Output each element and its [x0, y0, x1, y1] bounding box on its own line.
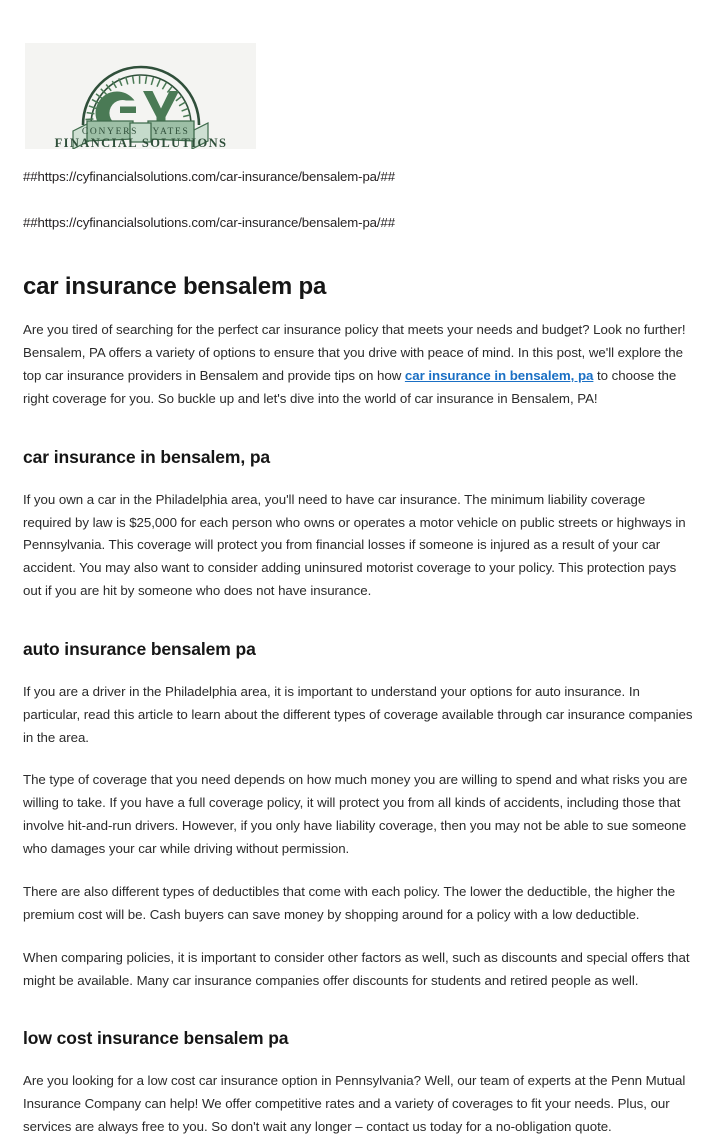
source-url-line-1: ##https://cyfinancialsolutions.com/car-insurance/bensalem-pa/##: [23, 169, 395, 184]
section-paragraph: If you own a car in the Philadelphia area, you'll need to have car insurance. The minimum liability coverage required by law is $25,000 for each person who owns or operates a motor vehicle on public streets or highways in Pennsylvania. This coverage will protect you from financial losses if someone is injured as a result of your car accident. You may also want to consider adding uninsured motorist coverage to your policy. This protection pays out if you are hit by someone who does not have insurance.: [23, 491, 686, 599]
section-paragraph: The type of coverage that you need depends on how much money you are willing to spend and what risks you are willing to take. If you have a full coverage policy, it will protect you from all kinds of accidents, including those that involve hit-and-run drivers. However, if you only have liability coverage, then you may not be able to sue someone who damages your car while driving without permission.: [23, 772, 688, 857]
document-content: [23, 168, 697, 1139]
section-paragraph: If you are a driver in the Philadelphia area, it is important to understand your options for auto insurance. In particular, read this article to learn about the different types of coverage available through car insurance companies in the area.: [23, 683, 693, 745]
company-logo: [25, 43, 256, 149]
logo-graphic: [25, 43, 256, 149]
intro-text-before-link: Are you tired of searching for the perfect car insurance policy that meets your needs and budget? Look no further! Bensalem, PA offers a variety of options to ensure that you drive with peace of mind. In this post, we'll explore the top car insurance providers in Bensalem and provide tips on how: [23, 322, 686, 384]
intro-text-after-link: to choose the right coverage for you. So buckle up and let's dive into the world of car insurance in Bensalem, PA!: [23, 368, 677, 406]
section-heading-car-insurance: car insurance in bensalem, pa: [23, 446, 271, 467]
source-url-line-2: ##https://cyfinancialsolutions.com/car-insurance/bensalem-pa/##: [23, 214, 395, 230]
car-insurance-bensalem-link[interactable]: car insurance in bensalem, pa: [404, 368, 594, 384]
section-paragraph: When comparing policies, it is important to consider other factors as well, such as discounts and special offers that might be available. Many car insurance companies offer discounts for students and retired people as well.: [23, 949, 690, 988]
section-heading-auto-insurance: auto insurance bensalem pa: [23, 639, 256, 660]
logo-banner-right-text: YATES: [152, 127, 190, 137]
section-paragraph: There are also different types of deductibles that come with each policy. The lower the deductible, the higher the premium cost will be. Cash buyers can save money by shopping around for a policy with a low deductible.: [23, 883, 676, 922]
section-heading-low-cost-insurance: low cost insurance bensalem pa: [23, 1028, 289, 1049]
page-title: car insurance bensalem pa: [23, 272, 327, 300]
section-paragraph: Are you looking for a low cost car insurance option in Pennsylvania? Well, our team of experts at the Penn Mutual Insurance Company can help! We offer competitive rates and a variety of coverages to fit your needs. Plus, our services are always free to you. So don't wait any longer – contact us today for a no-obligation quote.: [23, 1073, 686, 1134]
logo-banner-left-text: CONYERS: [81, 127, 139, 137]
intro-paragraph: [23, 319, 697, 410]
logo-tagline-text: FINANCIAL SOLUTIONS: [54, 136, 228, 149]
